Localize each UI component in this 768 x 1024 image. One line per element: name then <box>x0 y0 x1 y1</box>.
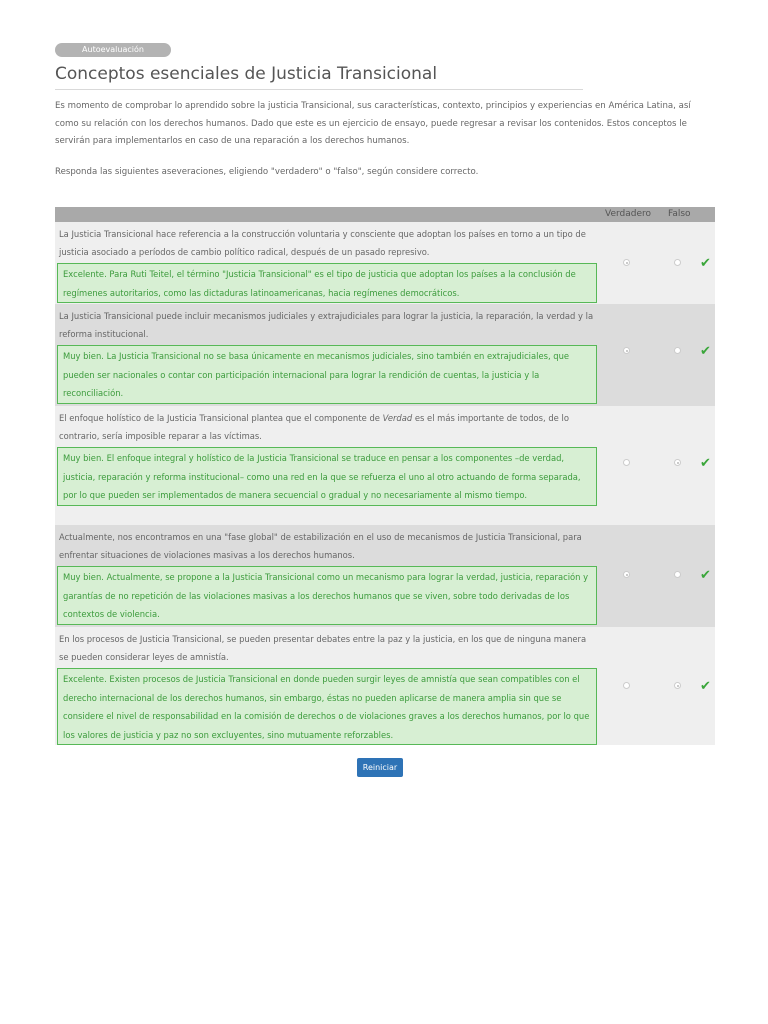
radio-true[interactable] <box>623 682 630 689</box>
question-text: El enfoque holístico de la Justicia Transicional plantea que el componente de Verdad es el más importante de todos, de lo contrario, sería imposible reparar a las víctimas. <box>59 413 569 441</box>
reset-button[interactable]: Reiniciar <box>357 758 403 777</box>
radio-false[interactable] <box>674 259 681 266</box>
question-text: En los procesos de Justicia Transicional, se pueden presentar debates entre la paz y la justicia, en los que de ninguna manera se pueden considerar leyes de amnistía. <box>59 634 587 662</box>
check-icon: ✔ <box>700 568 711 583</box>
quiz-table <box>55 207 715 745</box>
column-header-true: Verdadero <box>605 209 652 219</box>
page-title: Conceptos esenciales de Justicia Transicional <box>55 64 583 90</box>
check-icon: ✔ <box>700 256 711 271</box>
feedback-box: Excelente. Para Ruti Teitel, el término "Justicia Transicional" es el tipo de justicia que adoptan los países a la conclusión de regímenes autoritarios, como las dictaduras latinoamericanas, hacia regímenes democráticos. <box>57 263 597 303</box>
intro-paragraph: Es momento de comprobar lo aprendido sobre la justicia Transicional, sus características, contexto, principios y experiencias en América Latina, así como su relación con los derechos humanos. Dado que este es un ejercicio de ensayo, puede regresar a revisar los contenidos. Estos conceptos le servirán para implementarlos en caso de una reparación a los derechos humanos. <box>55 101 691 146</box>
question-row <box>55 304 715 406</box>
radio-true[interactable] <box>623 259 630 266</box>
radio-false[interactable] <box>674 682 681 689</box>
check-icon: ✔ <box>700 344 711 359</box>
section-badge: Autoevaluación <box>55 43 171 57</box>
radio-false[interactable] <box>674 571 681 578</box>
column-header-false: Falso <box>668 209 691 219</box>
radio-true[interactable] <box>623 347 630 354</box>
radio-false[interactable] <box>674 347 681 354</box>
feedback-box: Excelente. Existen procesos de Justicia Transicional en donde pueden surgir leyes de amnistía que sean compatibles con el derecho internacional de los derechos humanos, sin embargo, éstas no pueden aplicarse de manera amplia sin que se considere el nivel de responsabilidad en la comisión de derechos o de violaciones graves a los derechos humanos, por lo que los valores de justicia y paz no son excluyentes, sino mutuamente reforzables. <box>57 668 597 745</box>
emphasis-verdad: Verdad <box>382 413 413 423</box>
radio-true[interactable] <box>623 571 630 578</box>
question-row <box>55 406 715 525</box>
table-header <box>55 207 715 222</box>
feedback-box: Muy bien. La Justicia Transicional no se basa únicamente en mecanismos judiciales, sino también en extrajudiciales, que pueden ser nacionales o contar con participación internacional para lograr la rendición de cuentas, la justicia y la reconciliación. <box>57 345 597 404</box>
radio-false[interactable] <box>674 459 681 466</box>
check-icon: ✔ <box>700 456 711 471</box>
question-text: Actualmente, nos encontramos en una "fase global" de estabilización en el uso de mecanismos de Justicia Transicional, para enfrentar situaciones de violaciones masivas a los derechos humanos. <box>59 532 582 560</box>
question-row <box>55 222 715 304</box>
question-text: La Justicia Transicional puede incluir mecanismos judiciales y extrajudiciales para lograr la justicia, la reparación, la verdad y la reforma institucional. <box>59 311 594 339</box>
question-row <box>55 525 715 627</box>
radio-true[interactable] <box>623 459 630 466</box>
question-text: La Justicia Transicional hace referencia a la construcción voluntaria y consciente que adoptan los países en torno a un tipo de justicia asociado a períodos de cambio político radical, después de un pasado represivo. <box>59 229 586 257</box>
question-row <box>55 627 715 745</box>
feedback-box: Muy bien. Actualmente, se propone a la Justicia Transicional como un mecanismo para lograr la verdad, justicia, reparación y garantías de no repetición de las violaciones masivas a los derechos humanos que se viven, sobre todo derivadas de los contextos de violencia. <box>57 566 597 625</box>
check-icon: ✔ <box>700 679 711 694</box>
feedback-box: Muy bien. El enfoque integral y holístico de la Justicia Transicional se traduce en pensar a los componentes –de verdad, justicia, reparación y reforma institucional– como una red en la que se refuerza el uno al otro actuando de forma separada, por lo que pueden ser implementados de manera secuencial o gradual y no necesariamente al mismo tiempo. <box>57 447 597 506</box>
instructions-text: Responda las siguientes aseveraciones, eligiendo "verdadero" o "falso", según considere correcto. <box>55 167 479 177</box>
